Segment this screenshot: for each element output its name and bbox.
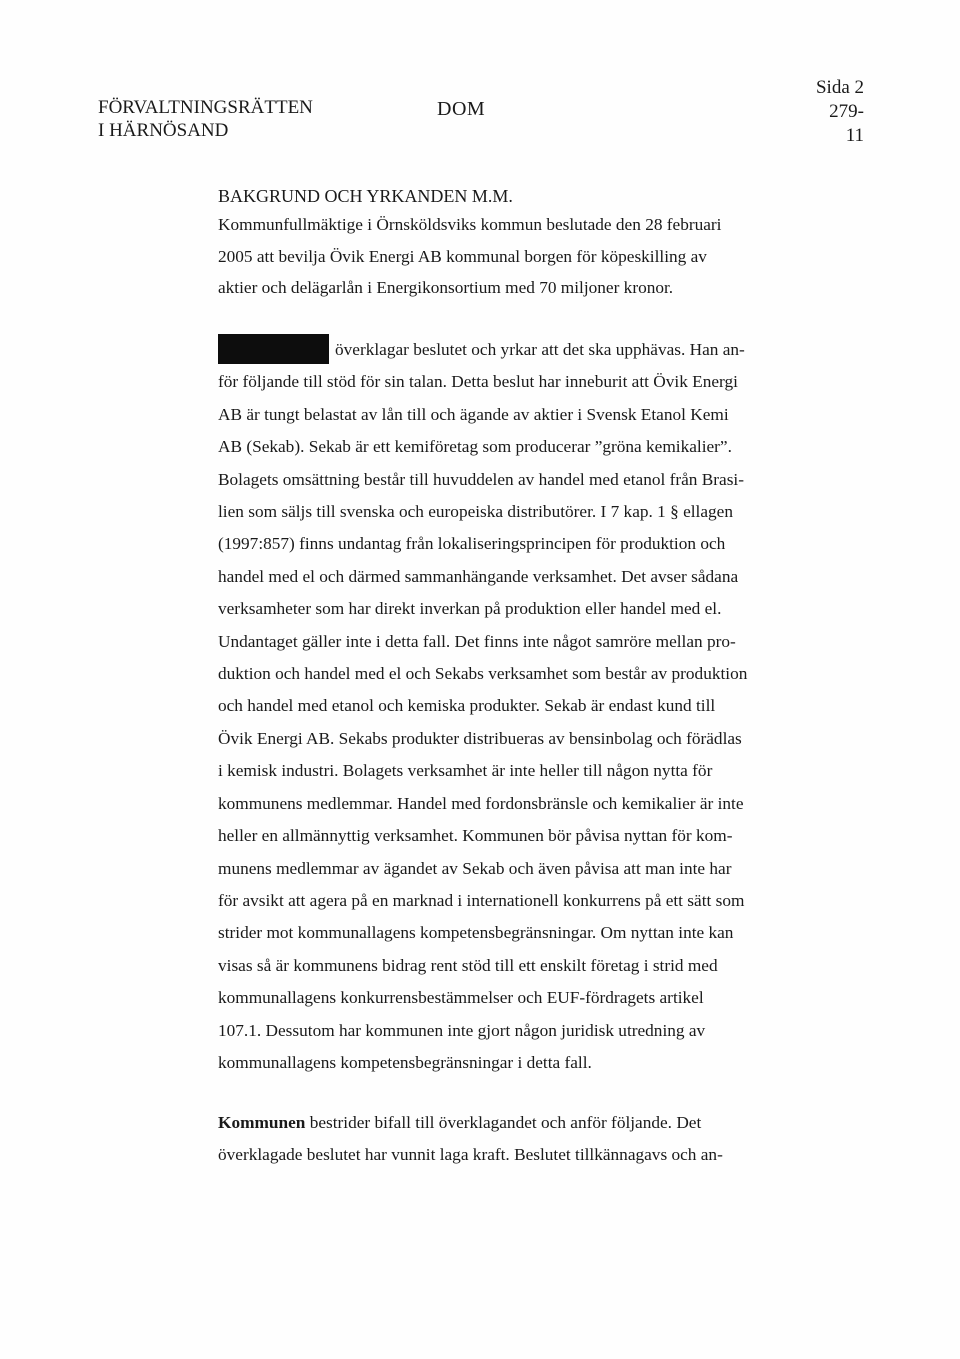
- court-name-line2: I HÄRNÖSAND: [98, 120, 229, 141]
- text-line-first: [218, 1107, 798, 1139]
- party-name-bold: Kommunen: [218, 1113, 306, 1132]
- text-line: heller en allmännyttig verksamhet. Kommunen bör påvisa nyttan för kom-: [218, 826, 733, 846]
- text-line: 2005 att bevilja Övik Energi AB kommunal borgen för köpeskilling av: [218, 246, 707, 266]
- page-info: [812, 76, 864, 148]
- page-number: Sida 2: [815, 77, 864, 98]
- text-line: Övik Energi AB. Sekabs produkter distribueras av bensinbolag och förädlas: [218, 728, 742, 748]
- court-name: [98, 96, 313, 142]
- text-line: visas så är kommunens bidrag rent stöd till ett enskilt företag i strid med: [218, 955, 718, 975]
- text-line: munens medlemmar av ägandet av Sekab och även påvisa att man inte har: [218, 858, 732, 878]
- text-line: AB är tungt belastat av lån till och ägande av aktier i Svensk Etanol Kemi: [218, 404, 729, 424]
- court-name-line1: FÖRVALTNINGSRÄTTEN: [98, 97, 313, 118]
- text-line: Kommunfullmäktige i Örnsköldsviks kommun beslutade den 28 februari: [218, 215, 722, 234]
- redacted-name: [218, 334, 329, 364]
- text-line: (1997:857) finns undantag från lokaliseringsprincipen för produktion och: [218, 534, 726, 554]
- text-line: för avsikt att agera på en marknad i internationell konkurrens på ett sätt som: [218, 890, 745, 910]
- paragraph-background: [218, 209, 798, 304]
- text-line: handel med el och därmed sammanhängande verksamhet. Det avser sådana: [218, 566, 739, 586]
- text-line: kommunens medlemmar. Handel med fordonsbränsle och kemikalier är inte: [218, 793, 744, 813]
- text-line: duktion och handel med el och Sekabs verksamhet som består av produktion: [218, 664, 748, 684]
- text-line: 107.1. Dessutom har kommunen inte gjort någon juridisk utredning av: [218, 1020, 706, 1040]
- text-line: för följande till stöd för sin talan. Detta beslut har inneburit att Övik Energi: [218, 372, 738, 392]
- text-line: lien som säljs till svenska och europeiska distributörer. I 7 kap. 1 § ellagen: [218, 502, 733, 522]
- section-heading: BAKGRUND OCH YRKANDEN M.M.: [218, 186, 513, 206]
- text-line: Undantaget gäller inte i detta fall. Det finns inte något samröre mellan pro-: [218, 631, 736, 651]
- text-line: i kemisk industri. Bolagets verksamhet är inte heller till någon nytta för: [218, 761, 713, 781]
- text-line-rest: överklagar beslutet och yrkar att det ska upphävas. Han an-: [335, 340, 745, 359]
- paragraph-municipality-response: [218, 1107, 798, 1172]
- text-line: verksamheter som har direkt inverkan på produktion eller handel med el.: [218, 599, 722, 619]
- text-line: överklagade beslutet har vunnit laga kraft. Beslutet tillkännagavs och an-: [218, 1145, 723, 1165]
- text-line: aktier och delägarlån i Energikonsortium med 70 miljoner kronor.: [218, 278, 674, 297]
- document-type: DOM: [437, 98, 486, 120]
- text-line-first: [218, 334, 798, 366]
- text-line: och handel med etanol och kemiska produkter. Sekab är endast kund till: [218, 696, 716, 716]
- text-line: kommunallagens konkurrensbestämmelser och EUF-fördragets artikel: [218, 988, 704, 1008]
- case-number: 279-11: [829, 101, 864, 146]
- text-line: kommunallagens kompetensbegränsningar i detta fall.: [218, 1052, 592, 1072]
- text-line-rest: bestrider bifall till överklagandet och anför följande. Det: [305, 1113, 702, 1132]
- paragraph-appeal: [218, 334, 798, 1079]
- text-line: AB (Sekab). Sekab är ett kemiföretag som producerar ”gröna kemikalier”.: [218, 437, 732, 457]
- text-line: strider mot kommunallagens kompetensbegränsningar. Om nyttan inte kan: [218, 923, 734, 943]
- text-line: Bolagets omsättning består till huvuddelen av handel med etanol från Brasi-: [218, 469, 744, 489]
